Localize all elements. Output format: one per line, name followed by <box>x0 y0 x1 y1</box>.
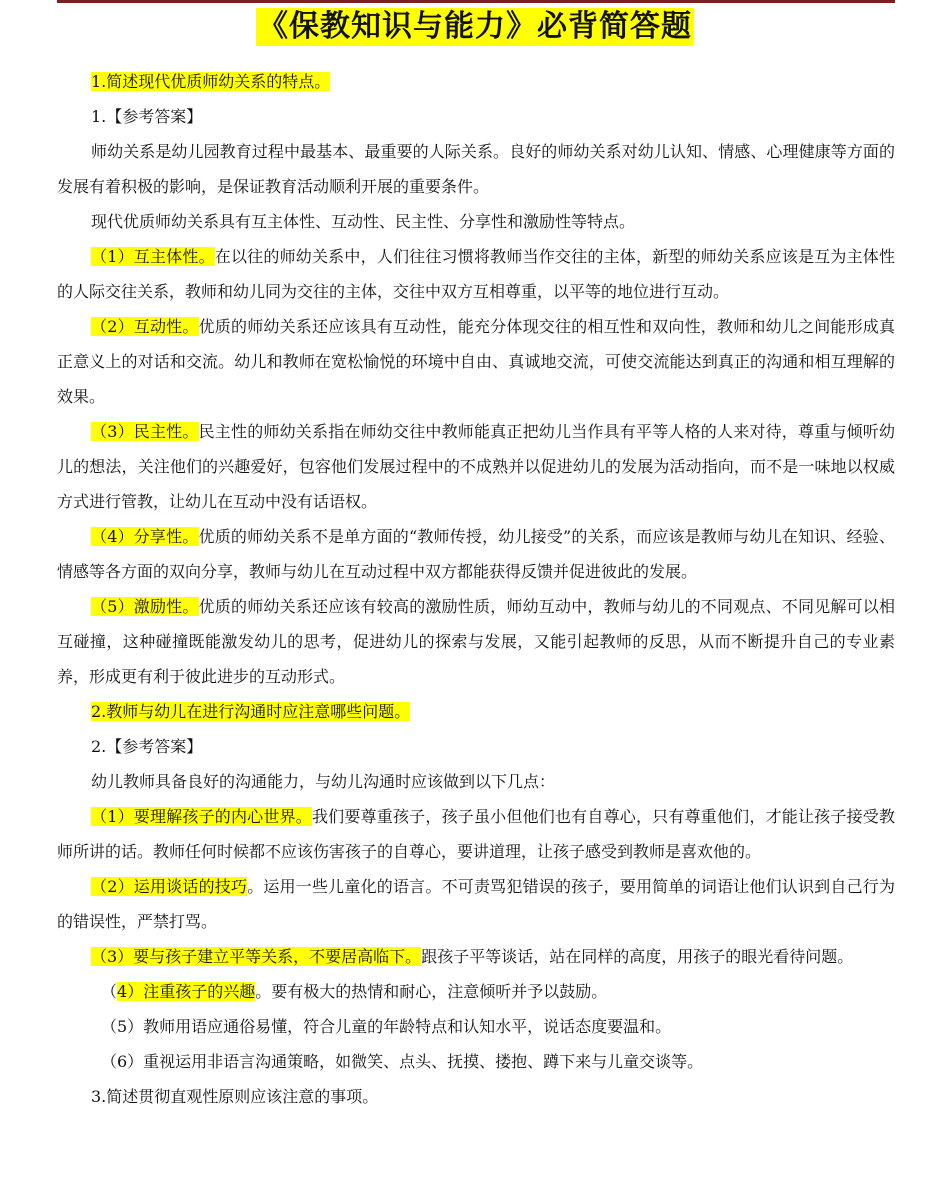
q1-item-3-text: 民主性的师幼关系指在师幼交往中教师能真正把幼儿当作具有平等人格的人来对待，尊重与倾听幼儿的想法，关注他们的兴趣爱好，包容他们发展过程中的不成熟并以促进幼儿的发展为活动指向，而不是一味地以权威方式进行管教，让幼儿在互动中没有话语权。 <box>57 422 895 511</box>
answer-label-2: 2.【参考答案】 <box>91 737 203 756</box>
q1-intro-2: 现代优质师幼关系具有互主体性、互动性、民主性、分享性和激励性等特点。 <box>91 212 636 231</box>
q2-item-2 <box>57 869 895 939</box>
q1-intro-1: 师幼关系是幼儿园教育过程中最基本、最重要的人际关系。良好的师幼关系对幼儿认知、情感、心理健康等方面的发展有着积极的影响，是保证教育活动顺利开展的重要条件。 <box>57 142 895 196</box>
q1-item-5-head: （5）激励性。 <box>91 597 199 616</box>
q2-item-5: （5）教师用语应通俗易懂，符合儿童的年龄特点和认知水平，说话态度要温和。 <box>101 1017 672 1036</box>
document-body <box>57 64 895 1114</box>
q2-item-3-head: （3）要与孩子建立平等关系，不要居高临下。 <box>91 947 422 966</box>
q1-item-4-head: （4）分享性。 <box>91 527 199 546</box>
q2-item-1 <box>57 799 895 869</box>
q2-item-2-text: 。运用一些儿童化的语言。不可责骂犯错误的孩子，要用简单的词语让他们认识到自己行为的错误性，严禁打骂。 <box>57 877 895 931</box>
q2-item-4 <box>57 974 895 1009</box>
q2-item-2-head: （2）运用谈话的技巧 <box>91 877 248 896</box>
q2-item-3 <box>57 939 895 974</box>
question-2-text: 2.教师与幼儿在进行沟通时应注意哪些问题。 <box>91 702 411 721</box>
q2-item-4-text: 。要有极大的热情和耐心，注意倾听并予以鼓励。 <box>255 982 608 1001</box>
page-title: 《保教知识与能力》必背简答题 <box>258 9 692 44</box>
q2-item-4-pre: （ <box>101 982 118 1001</box>
q2-item-1-head: （1）要理解孩子的内心世界。 <box>91 807 312 826</box>
q1-item-4-text: 优质的师幼关系不是单方面的“教师传授，幼儿接受”的关系，而应该是教师与幼儿在知识、经验、情感等各方面的双向分享，教师与幼儿在互动过程中双方都能获得反馈并促进彼此的发展。 <box>57 527 895 581</box>
question-1-text: 1.简述现代优质师幼关系的特点。 <box>91 72 331 91</box>
question-1 <box>57 64 895 99</box>
q2-item-6: （6）重视运用非语言沟通策略，如微笑、点头、抚摸、搂抱、蹲下来与儿童交谈等。 <box>101 1052 704 1071</box>
question-3: 3.简述贯彻直观性原则应该注意的事项。 <box>91 1087 379 1106</box>
top-rule <box>57 0 895 3</box>
q1-item-3 <box>57 414 895 519</box>
answer-label-1: 1.【参考答案】 <box>91 107 203 126</box>
q1-item-1-text: 在以往的师幼关系中，人们往往习惯将教师当作交往的主体，新型的师幼关系应该是互为主体性的人际交往关系，教师和幼儿同为交往的主体，交往中双方互相尊重，以平等的地位进行互动。 <box>57 247 895 301</box>
title-wrap <box>0 8 950 46</box>
q2-item-4-head: 4）注重孩子的兴趣 <box>117 982 256 1001</box>
question-2 <box>57 694 895 729</box>
q2-item-1-text: 我们要尊重孩子，孩子虽小但他们也有自尊心，只有尊重他们，才能让孩子接受教师所讲的话。教师任何时候都不应该伤害孩子的自尊心，要讲道理，让孩子感受到教师是喜欢他的。 <box>57 807 895 861</box>
q1-item-2 <box>57 309 895 414</box>
q1-item-1-head: （1）互主体性。 <box>91 247 215 266</box>
q1-item-2-text: 优质的师幼关系还应该具有互动性，能充分体现交往的相互性和双向性，教师和幼儿之间能形成真正意义上的对话和交流。幼儿和教师在宽松愉悦的环境中自由、真诚地交流，可使交流能达到真正的沟通和相互理解的效果。 <box>57 317 895 406</box>
q1-item-3-head: （3）民主性。 <box>91 422 199 441</box>
q1-item-4 <box>57 519 895 589</box>
q1-item-2-head: （2）互动性。 <box>91 317 199 336</box>
q2-intro: 幼儿教师具备良好的沟通能力，与幼儿沟通时应该做到以下几点： <box>91 772 556 791</box>
q1-item-5-text: 优质的师幼关系还应该有较高的激励性质，师幼互动中，教师与幼儿的不同观点、不同见解可以相互碰撞，这种碰撞既能激发幼儿的思考，促进幼儿的探索与发展，又能引起教师的反思，从而不断提升自己的专业素养，形成更有利于彼此进步的互动形式。 <box>57 597 895 686</box>
q1-item-1 <box>57 239 895 309</box>
q1-item-5 <box>57 589 895 694</box>
q2-item-3-text: 跟孩子平等谈话，站在同样的高度，用孩子的眼光看待问题。 <box>421 947 854 966</box>
